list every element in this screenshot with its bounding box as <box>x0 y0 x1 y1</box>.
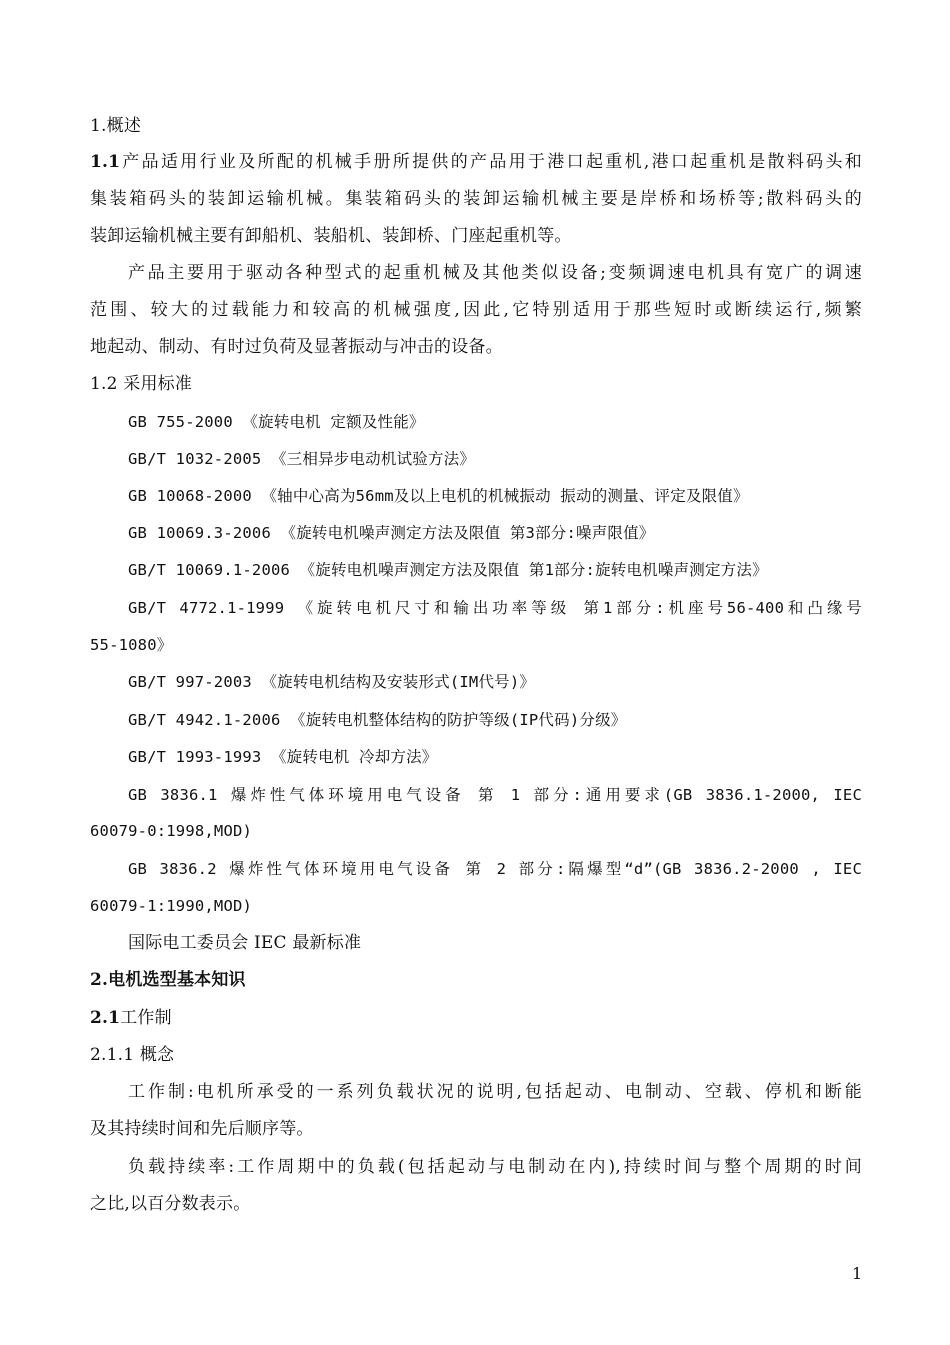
standard-item: GB/T 997-2003 《旋转电机结构及安装形式(IM代号)》 <box>128 673 536 691</box>
standard-item: GB/T 10069.1-2006 《旋转电机噪声测定方法及限值 第1部分:旋转电机噪声测定方法》 <box>128 561 768 579</box>
standard-item-continuation: 60079-0:1998,MOD) <box>90 822 253 840</box>
concept-para-1-line-2: 及其持续时间和先后顺序等。 <box>90 1119 314 1139</box>
standard-item: 国际电工委员会 IEC 最新标准 <box>128 933 362 953</box>
concept-para-1-line-1: 工作制:电机所承受的一系列负载状况的说明,包括起动、电制动、空载、停机和断能 <box>128 1082 862 1102</box>
standard-item: GB/T 1032-2005 《三相异步电动机试验方法》 <box>128 450 476 468</box>
paragraph-2-line-3: 地起动、制动、有时过负荷及显著振动与冲击的设备。 <box>90 337 503 357</box>
section-2-1-1-title: 2.1.1 概念 <box>90 1045 175 1065</box>
section-1-1-text: 产品适用行业及所配的机械手册所提供的产品用于港口起重机,港口起重机是散料码头和 <box>120 152 862 172</box>
section-1-2-title: 1.2 采用标准 <box>90 374 193 394</box>
section-2-title: 2.电机选型基本知识 <box>90 970 246 990</box>
section-1-title: 1.概述 <box>90 116 142 136</box>
standard-item-continuation: 55-1080》 <box>90 636 173 654</box>
paragraph-2-line-1: 产品主要用于驱动各种型式的起重机械及其他类似设备;变频调速电机具有宽广的调速 <box>128 263 862 283</box>
standard-item: GB 3836.1 爆炸性气体环境用电气设备 第 1 部分:通用要求(GB 3836.1-2000, IEC <box>128 786 862 804</box>
standard-item: GB/T 1993-1993 《旋转电机 冷却方法》 <box>128 748 438 766</box>
page-number: 1 <box>852 1264 863 1283</box>
section-1-1-line-2: 集装箱码头的装卸运输机械。集装箱码头的装卸运输机械主要是岸桥和场桥等;散料码头的 <box>90 189 862 209</box>
section-1-1-number: 1.1 <box>90 152 121 172</box>
section-1-1-line-3: 装卸运输机械主要有卸船机、装船机、装卸桥、门座起重机等。 <box>90 226 572 246</box>
concept-para-2-line-2: 之比,以百分数表示。 <box>90 1194 251 1214</box>
section-2-1-number: 2.1 <box>90 1008 121 1028</box>
standard-item: GB 10068-2000 《轴中心高为56mm及以上电机的机械振动 振动的测量、评定及限值》 <box>128 487 749 505</box>
concept-para-2-line-1: 负载持续率:工作周期中的负载(包括起动与电制动在内),持续时间与整个周期的时间 <box>128 1157 862 1177</box>
standard-item: GB/T 4942.1-2006 《旋转电机整体结构的防护等级(IP代码)分级》 <box>128 711 627 729</box>
section-1-1-line-1 <box>90 150 862 174</box>
standard-item: GB 10069.3-2006 《旋转电机噪声测定方法及限值 第3部分:噪声限值》 <box>128 524 655 542</box>
standard-item-continuation: 60079-1:1990,MOD) <box>90 897 253 915</box>
standard-item: GB/T 4772.1-1999 《旋转电机尺寸和输出功率等级 第1部分:机座号56-400和凸缘号 <box>128 599 862 617</box>
standard-item: GB 3836.2 爆炸性气体环境用电气设备 第 2 部分:隔爆型“d”(GB 3836.2-2000 , IEC <box>128 860 862 878</box>
standard-item: GB 755-2000 《旋转电机 定额及性能》 <box>128 413 425 431</box>
section-2-1-title <box>90 1006 862 1030</box>
section-2-1-label: 工作制 <box>120 1008 172 1028</box>
paragraph-2-line-2: 范围、较大的过载能力和较高的机械强度,因此,它特别适用于那些短时或断续运行,频繁 <box>90 300 862 320</box>
